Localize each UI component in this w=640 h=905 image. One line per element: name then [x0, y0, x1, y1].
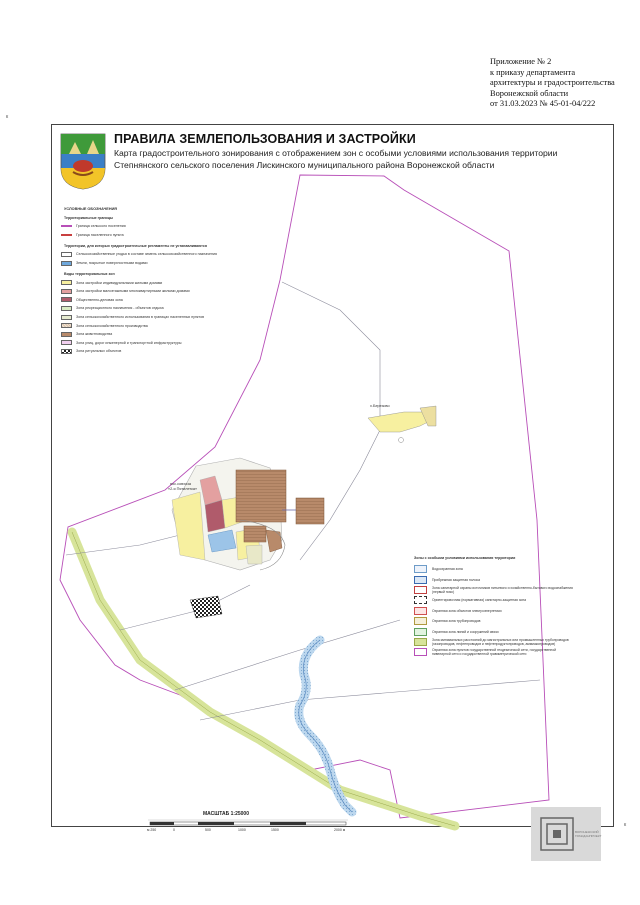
map-subtitle: Карта градостроительного зонирования с отображением зон с особыми условиями использования территории	[114, 148, 558, 158]
annex-line: к приказу департамента	[490, 67, 576, 77]
legend-label: Зона минимальных расстояний до магистральных или промышленных трубопроводов (газопроводов, нефтепроводов и нефтепродуктопроводов, аммиакопроводов)	[432, 637, 569, 646]
legend-swatch	[61, 261, 72, 266]
legend-label: Общественно-деловая зона	[76, 297, 123, 302]
legend-swatch	[61, 225, 72, 227]
zones-legend-item	[414, 574, 574, 584]
legend-swatch	[61, 306, 72, 311]
main-settlement	[172, 458, 324, 570]
place-label-sovkhoz: пос.совхоза	[170, 482, 191, 486]
legend-section: Виды территориальных зон	[64, 272, 115, 277]
legend-swatch	[61, 280, 72, 285]
legend-swatch	[414, 607, 427, 615]
legend-swatch	[61, 234, 72, 236]
annex-line: архитектуры и градостроительства	[490, 78, 615, 88]
legend-swatch	[414, 628, 427, 636]
legend-item	[61, 278, 221, 287]
legend-label: Зона рекреационного назначения - объектов отдыха	[76, 306, 164, 311]
legend-swatch	[61, 289, 72, 294]
legend-label: Прибрежная защитная полоса	[432, 577, 481, 582]
page-title: ПРАВИЛА ЗЕМЛЕПОЛЬЗОВАНИЯ И ЗАСТРОЙКИ	[114, 132, 416, 146]
stream-protection-zone	[299, 640, 352, 812]
berezovo-hamlet	[368, 406, 436, 443]
zones-legend-item	[414, 564, 574, 574]
map-legend	[61, 204, 221, 356]
logo-icon	[537, 814, 577, 854]
zones-legend-item	[414, 647, 574, 657]
legend-swatch	[61, 349, 72, 354]
legend-swatch	[61, 323, 72, 328]
annex-line: Воронежской области	[490, 88, 569, 98]
legend-item	[61, 347, 221, 356]
legend-item	[61, 287, 221, 296]
special-zones-legend	[414, 556, 574, 658]
scale-tick: 0	[173, 828, 175, 832]
legend-section: Территории, для которых градостроительные регламенты не устанавливаются	[64, 244, 207, 249]
legend-swatch	[61, 297, 72, 302]
legend-label: Охранная зона пунктов государственной геодезической сети, государственной нивелирной сети и государственной гравиметрической сети	[432, 648, 557, 657]
legend-item	[61, 339, 221, 348]
legend-swatch	[61, 252, 72, 257]
zones-legend-item	[414, 616, 574, 626]
scale-label: МАСШТАБ 1:25000	[203, 811, 249, 817]
zones-legend-item	[414, 585, 574, 595]
legend-section: Территориальные границы	[64, 216, 114, 220]
legend-swatch	[414, 565, 427, 573]
legend-label: Зона сельскохозяйственного производства	[76, 323, 148, 328]
legend-label: Граница населенного пункта	[76, 232, 124, 237]
annex-line: Приложение № 2	[490, 57, 552, 66]
legend-item	[61, 330, 221, 339]
legend-label: Зона застройки индивидуальными жилыми домами	[76, 280, 163, 285]
legend-label: Водоохранная зона	[432, 567, 463, 572]
legend-label: Охранная зона линий и сооружений связи	[432, 629, 499, 634]
scale-tick: 2000 м	[334, 828, 346, 832]
legend-swatch	[414, 576, 427, 584]
legend-label: Зона ритуальных объектов	[76, 349, 122, 354]
legend-swatch	[414, 586, 427, 594]
cemetery	[190, 596, 222, 618]
legend-swatch	[414, 648, 427, 656]
legend-swatch	[414, 638, 427, 646]
zones-legend-title: Зоны с особыми условиями использования территории	[414, 556, 516, 560]
legend-item	[61, 250, 221, 259]
legend-swatch	[61, 315, 72, 320]
zones-legend-item	[414, 595, 574, 605]
road-corridor	[72, 532, 455, 826]
legend-label: Ориентировочная (нормативная) санитарно-защитная зона	[432, 598, 526, 603]
legend-label: Зона улиц, дорог инженерной и транспортной инфраструктуры	[76, 340, 182, 345]
legend-swatch	[61, 332, 72, 337]
place-label-berezovo: х.Березово	[370, 404, 390, 408]
legend-item	[61, 259, 221, 268]
legend-swatch	[61, 340, 72, 345]
legend-item	[61, 313, 221, 322]
legend-label: Сельскохозяйственные угодья в составе земель сельскохозяйственного назначения	[76, 252, 217, 257]
zones-legend-item	[414, 637, 574, 647]
legend-label: Земли, покрытые поверхностными водами	[76, 261, 148, 266]
logo-text: ВОРОНЕЖСКИЙ ГРАЖДАНПРОЕКТ	[575, 830, 602, 838]
legend-label: Граница сельского поселения	[76, 224, 126, 229]
legend-item	[61, 304, 221, 313]
legend-title: УСЛОВНЫЕ ОБОЗНАЧЕНИЯ	[64, 207, 118, 211]
scale-bar	[148, 820, 348, 834]
legend-label: Охранная зона трубопроводов	[432, 619, 481, 624]
legend-label: Охранная зона объектов электроэнергетики	[432, 608, 502, 613]
corner-mark: к	[6, 114, 9, 120]
organization-logo	[531, 807, 601, 861]
legend-label: Зона санитарной охраны источников питьевого и хозяйственно-бытового водоснабжения (первый пояс)	[432, 585, 573, 594]
corner-mark: к	[624, 822, 627, 828]
map-subtitle: Степнянского сельского поселения Лискинского муниципального района Воронежской области	[114, 160, 495, 171]
scale-tick: 1000	[238, 828, 246, 832]
scale-tick: 1500	[271, 828, 279, 832]
legend-swatch	[414, 596, 427, 604]
scale-tick: м 250	[147, 828, 157, 832]
zones-legend-item	[414, 626, 574, 636]
legend-label: Зона животноводства	[76, 332, 113, 337]
legend-label: Зона застройки малоэтажными многоквартирными жилыми домами	[76, 289, 190, 294]
legend-item	[61, 321, 221, 330]
legend-label: Зона сельскохозяйственного использования в границах населенных пунктов	[76, 315, 205, 320]
legend-item	[61, 231, 221, 240]
annex-line: от 31.03.2023 № 45-01-04/222	[490, 99, 596, 109]
legend-item	[61, 222, 221, 231]
legend-swatch	[414, 617, 427, 625]
place-label-sovkhoz-name: «2-я Пятилетка»	[168, 487, 198, 491]
legend-item	[61, 296, 221, 305]
scale-tick: 500	[205, 828, 211, 832]
zones-legend-item	[414, 606, 574, 616]
